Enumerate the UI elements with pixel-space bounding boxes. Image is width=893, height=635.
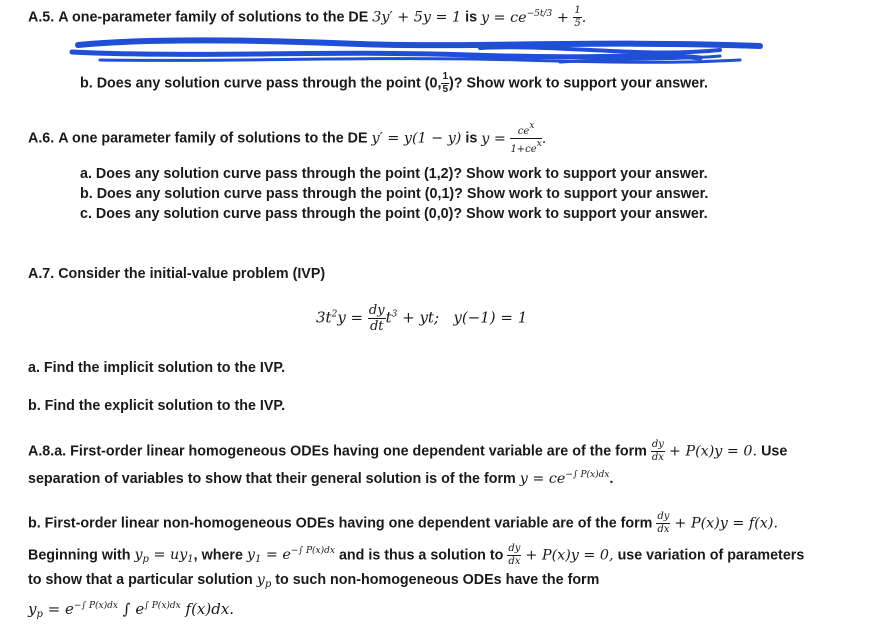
a8-a-line1: A.8.a. First-order linear homogeneous ODEs having one dependent variable are of the form $\frac{dy}{dx}$ + P(x)y = 0. Use: [28, 439, 788, 463]
a6-line: [28, 122, 546, 155]
a7-dydt-fraction: $\frac{dy}{dt}$: [368, 303, 385, 334]
a6-fraction: $\frac{ce^x}{1+ce^x}$: [510, 121, 542, 155]
a7-equation: $3t^2y$ = $\frac{dy}{dt}$ $t^3$ + yt; y(−1) = 1: [316, 303, 528, 334]
a5-label: A.5.: [28, 9, 55, 26]
a7-line: [28, 266, 325, 283]
a5-b-text: Does any solution curve pass through the point (0,: [96, 75, 442, 92]
a6-label: A.6.: [28, 130, 55, 147]
a5-solution: $y = ce^{-5t/3}$ + $\frac{1}{5}$ .: [481, 5, 587, 29]
a7-initial-condition: y(−1) = 1: [453, 308, 528, 327]
a6-solution: y = $\frac{ce^x}{1+ce^x}$ .: [481, 121, 547, 155]
a5-b-line: [80, 72, 708, 95]
a8-dydx-fraction: $\frac{dy}{dx}$: [651, 439, 664, 463]
scribble-redaction: [0, 0, 893, 80]
a6-de: y′ = y(1 − y): [371, 130, 462, 147]
a8-a-line2: separation of variables to show that their general solution is of the form $y = ce^{-\int P(x)dx}$.: [28, 470, 614, 487]
a8-b-line2: Beginning with $y_p = uy_1$, where $y_1 = e^{-\int P(x)dx}$ and is thus a solution to $\frac{dy}{dx}$ + P(x)y = 0, use variation of parameters: [28, 543, 805, 567]
a8-b-line1: b. First-order linear non-homogeneous ODEs having one dependent variable are of the form $\frac{dy}{dx}$ + P(x)y = f(x).: [28, 511, 778, 535]
a7-text: Consider the initial-value problem (IVP): [58, 266, 326, 282]
a6-item-b: b. Does any solution curve pass through the point (0,1)? Show work to support your answer.: [80, 186, 709, 202]
a8-b-dydx-fraction: $\frac{dy}{dx}$: [657, 511, 670, 535]
a8-b-formula: $y_p = e^{-\int P(x)dx}$ ∫ $e^{\int P(x)dx}$ f(x)dx.: [28, 600, 235, 620]
a5-de: 3y′ + 5y = 1: [372, 9, 462, 26]
a5-b-fraction: $\frac{1}{5}$: [442, 71, 449, 95]
a7-a: a. Find the implicit solution to the IVP.: [28, 360, 286, 376]
a8-b2-dydx-fraction: $\frac{dy}{dx}$: [508, 543, 521, 567]
a6-item-a: a. Does any solution curve pass through the point (1,2)? Show work to support your answer.: [80, 166, 708, 182]
a5-b-label: b.: [80, 75, 93, 92]
a5-fraction: $\frac{1}{5}$: [574, 5, 581, 29]
a7-b: b. Find the explicit solution to the IVP.: [28, 398, 286, 414]
a6-is: is: [465, 130, 478, 147]
a5-b-after: )? Show work to support your answer.: [449, 75, 708, 92]
a5-is: is: [465, 9, 478, 26]
a7-label: A.7.: [28, 266, 55, 282]
a6-item-c: c. Does any solution curve pass through the point (0,0)? Show work to support your answer.: [80, 206, 708, 222]
a8-label: A.8.a.: [28, 443, 67, 460]
a6-text: A one parameter family of solutions to the DE: [58, 130, 368, 147]
a5-text: A one-parameter family of solutions to the DE: [58, 9, 369, 26]
a8-b-line3: to show that a particular solution $y_p$ to such non-homogeneous ODEs have the form: [28, 572, 600, 590]
